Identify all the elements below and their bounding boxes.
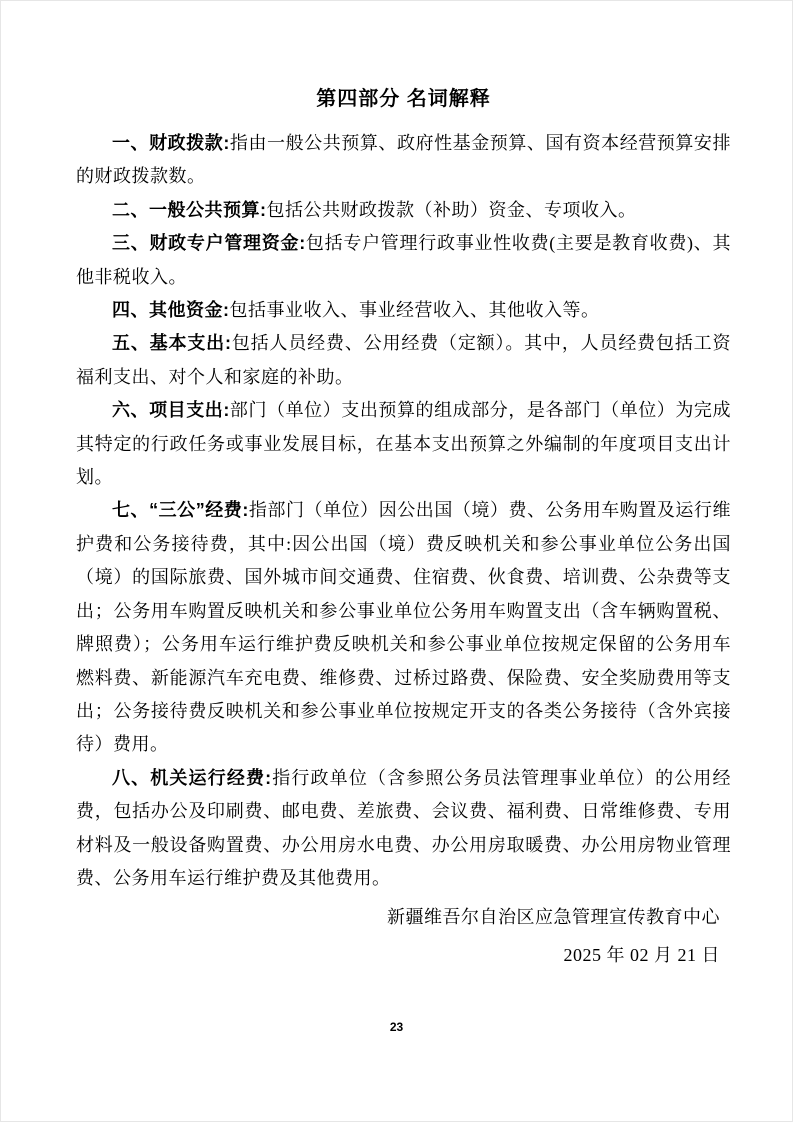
- glossary-item-5: [76, 327, 731, 394]
- glossary-item-8: [76, 762, 731, 896]
- glossary-definition: 包括事业收入、事业经营收入、其他收入等。: [229, 300, 600, 321]
- signature-organization: 新疆维吾尔自治区应急管理宣传教育中心: [387, 907, 720, 928]
- glossary-term: 六、项目支出:: [112, 400, 230, 421]
- glossary-definition: 包括专户管理行政事业性收费(主要是教育收费)、其他非税收入。: [76, 233, 731, 287]
- glossary-item-4: [76, 294, 731, 327]
- signature-block: [76, 899, 731, 974]
- glossary-item-1: [76, 127, 731, 194]
- glossary-term: 七、“三公”经费:: [112, 500, 249, 521]
- glossary-definition: 部门（单位）支出预算的组成部分，是各部门（单位）为完成其特定的行政任务或事业发展目标，在基本支出预算之外编制的年度项目支出计划。: [76, 400, 731, 488]
- glossary-term: 五、基本支出:: [112, 333, 232, 354]
- document-content: [76, 85, 731, 974]
- page-number: 23: [389, 1020, 404, 1034]
- glossary-item-3: [76, 227, 731, 294]
- document-title: 第四部分 名词解释: [316, 88, 491, 110]
- glossary-item-7: [76, 494, 731, 761]
- glossary-term: 一、财政拨款:: [112, 133, 230, 153]
- glossary-term: 二、一般公共预算:: [112, 199, 267, 220]
- glossary-item-6: [76, 394, 731, 494]
- glossary-term: 四、其他资金:: [112, 300, 230, 321]
- signature-date: 2025 年 02 月 21 日: [563, 944, 720, 965]
- glossary-item-2: [76, 194, 731, 227]
- glossary-definition: 包括公共财政拨款（补助）资金、专项收入。: [266, 199, 637, 220]
- glossary-term: 八、机关运行经费:: [112, 767, 272, 788]
- glossary-definition: 指行政单位（含参照公务员法管理事业单位）的公用经费，包括办公及印刷费、邮电费、差旅费、会议费、福利费、日常维修费、专用材料及一般设备购置费、办公用房水电费、办公用房取暖费、办公用房物业管理费、公务用车运行维护费及其他费用。: [76, 767, 731, 888]
- glossary-definition: 指由一般公共预算、政府性基金预算、国有资本经营预算安排的财政拨款数。: [76, 133, 731, 187]
- glossary-definition: 包括人员经费、公用经费（定额）。其中，人员经费包括工资福利支出、对个人和家庭的补助。: [76, 333, 731, 387]
- glossary-term: 三、财政专户管理资金:: [112, 233, 306, 254]
- glossary-definition: 指部门（单位）因公出国（境）费、公务用车购置及运行维护费和公务接待费，其中:因公出国（境）费反映机关和参公事业单位公务出国（境）的国际旅费、国外城市间交通费、住宿费、伙食费、培训费、公杂费等支出；公务用车购置反映机关和参公事业单位公务用车购置支出（含车辆购置税、牌照费）；公务用车运行维护费反映机关和参公事业单位按规定保留的公务用车燃料费、新能源汽车充电费、维修费、过桥过路费、保险费、安全奖励费用等支出；公务接待费反映机关和参公事业单位按规定开支的各类公务接待（含外宾接待）费用。: [76, 500, 732, 755]
